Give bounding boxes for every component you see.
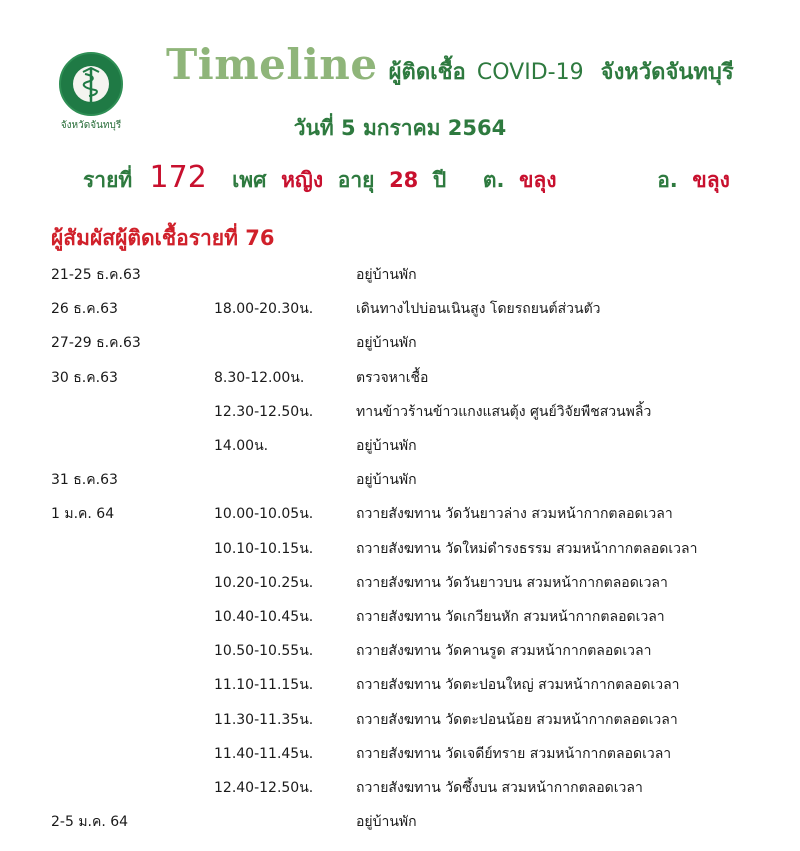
timeline-row	[0, 771, 800, 801]
timeline-row	[0, 703, 800, 733]
timeline-time: 11.10-11.15น.	[214, 677, 314, 694]
timeline-row	[0, 600, 800, 630]
timeline-row	[0, 361, 800, 391]
timeline-row	[0, 395, 800, 425]
timeline-activity: ทานข้าวร้านข้าวแกงแสนตุ้ง ศูนย์วิจัยพืชสวนพลิ้ว	[356, 403, 652, 420]
case-info	[83, 160, 730, 197]
timeline-activity: ถวายสังฆทาน วัดตะปอนน้อย สวมหน้ากากตลอดเวลา	[356, 711, 678, 728]
report-date: วันที่ 5 มกราคม 2564	[293, 116, 507, 140]
timeline-date: 1 ม.ค. 64	[51, 506, 115, 523]
timeline-row	[0, 566, 800, 596]
page-title	[166, 40, 734, 89]
timeline-time: 10.50-10.55น.	[214, 643, 314, 660]
timeline-time: 8.30-12.00น.	[214, 369, 305, 386]
timeline-activity: ถวายสังฆทาน วัดวันยาวล่าง สวมหน้ากากตลอดเวลา	[356, 506, 673, 523]
ministry-emblem-icon	[59, 52, 123, 116]
timeline-time: 12.40-12.50น.	[214, 780, 314, 796]
amphoe-label: อ.	[657, 168, 678, 192]
timeline-activity: เดินทางไปบ่อนเนินสูง โดยรถยนต์ส่วนตัว	[356, 301, 601, 318]
timeline-row	[0, 326, 800, 356]
age-label: อายุ	[337, 168, 375, 192]
timeline-activity: อยู่บ้านพัก	[356, 472, 417, 489]
timeline-date: 31 ธ.ค.63	[51, 472, 118, 489]
title-thai: ผู้ติดเชื้อ	[388, 60, 466, 85]
timeline-activity: อยู่บ้านพัก	[356, 335, 417, 352]
timeline-row	[0, 463, 800, 493]
timeline-row	[0, 737, 800, 767]
timeline-time: 18.00-20.30น.	[214, 301, 314, 318]
title-covid: COVID-19	[476, 60, 584, 85]
title-timeline: Timeline	[166, 40, 378, 89]
timeline-activity: ถวายสังฆทาน วัดวันยาวบน สวมหน้ากากตลอดเวลา	[356, 574, 668, 591]
timeline-date: 30 ธ.ค.63	[51, 369, 118, 386]
timeline-row	[0, 634, 800, 664]
timeline-time: 10.10-10.15น.	[214, 540, 314, 557]
case-label: รายที่	[83, 168, 133, 192]
timeline-activity: ถวายสังฆทาน วัดตะปอนใหญ่ สวมหน้ากากตลอดเวลา	[356, 677, 680, 694]
timeline-row	[0, 668, 800, 698]
contact-source: ผู้สัมผัสผู้ติดเชื้อรายที่ 76	[51, 226, 275, 250]
timeline-row	[0, 292, 800, 322]
timeline-row	[0, 805, 800, 835]
timeline-date: 27-29 ธ.ค.63	[51, 335, 141, 352]
tambon-value: ขลุง	[519, 168, 557, 192]
timeline-time: 11.40-11.45น.	[214, 745, 314, 762]
timeline-date: 26 ธ.ค.63	[51, 301, 118, 318]
sex-value: หญิง	[281, 168, 324, 192]
timeline-time: 10.20-10.25น.	[214, 574, 314, 591]
timeline-row	[0, 497, 800, 527]
timeline-time: 14.00น.	[214, 438, 269, 454]
timeline-time: 10.40-10.45น.	[214, 609, 314, 625]
tambon-label: ต.	[482, 168, 505, 192]
year-label: ปี	[432, 168, 447, 192]
timeline-date: 21-25 ธ.ค.63	[51, 267, 141, 283]
timeline-activity: ตรวจหาเชื้อ	[356, 369, 429, 386]
amphoe-value: ขลุง	[692, 168, 730, 192]
timeline-row	[0, 532, 800, 562]
age-value: 28	[389, 168, 419, 192]
timeline-activity: อยู่บ้านพัก	[356, 267, 417, 283]
timeline-activity: ถวายสังฆทาน วัดใหม่ดำรงธรรม สวมหน้ากากตลอดเวลา	[356, 540, 698, 557]
timeline-activity: ถวายสังฆทาน วัดซึ้งบน สวมหน้ากากตลอดเวลา	[356, 780, 643, 796]
timeline-time: 10.00-10.05น.	[214, 506, 314, 523]
timeline-activity: ถวายสังฆทาน วัดเกวียนหัก สวมหน้ากากตลอดเวลา	[356, 609, 665, 625]
timeline-activity: ถวายสังฆทาน วัดคานรูด สวมหน้ากากตลอดเวลา	[356, 643, 652, 660]
sex-label: เพศ	[232, 168, 267, 192]
timeline-activity: ถวายสังฆทาน วัดเจดีย์ทราย สวมหน้ากากตลอดเวลา	[356, 745, 672, 762]
case-number: 172	[149, 160, 207, 195]
timeline-row	[0, 429, 800, 459]
title-province: จังหวัดจันทบุรี	[600, 60, 734, 85]
timeline-time: 11.30-11.35น.	[214, 711, 314, 728]
timeline-row	[0, 258, 800, 288]
logo-caption: จังหวัดจันทบุรี	[60, 120, 122, 131]
timeline-activity: อยู่บ้านพัก	[356, 438, 417, 454]
timeline-time: 12.30-12.50น.	[214, 403, 314, 420]
timeline-activity: อยู่บ้านพัก	[356, 814, 417, 831]
timeline-date: 2-5 ม.ค. 64	[51, 814, 129, 831]
